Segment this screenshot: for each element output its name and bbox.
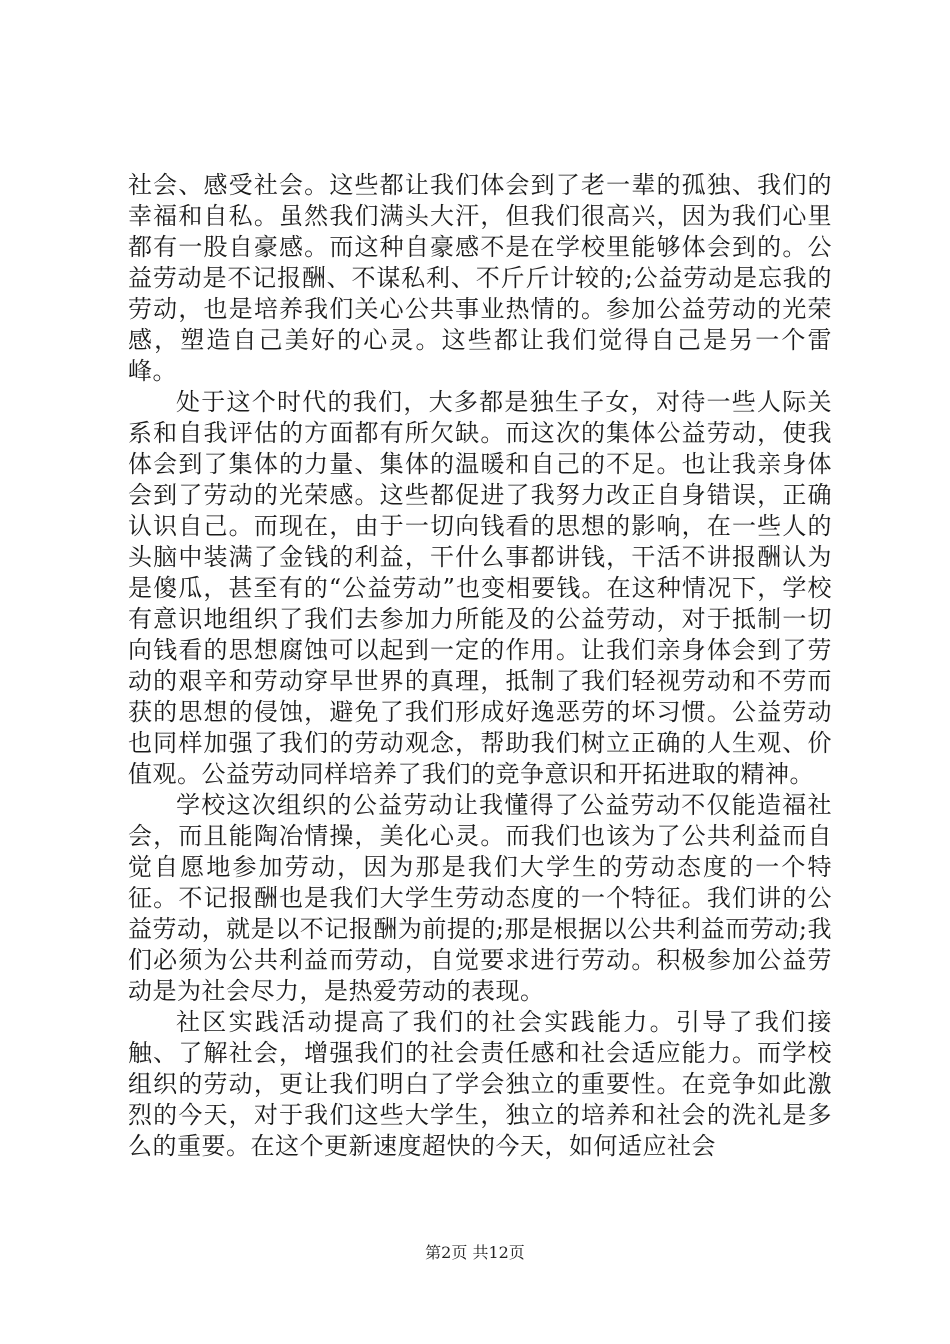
paragraph: 社区实践活动提高了我们的社会实践能力。引导了我们接触、了解社会，增强我们的社会责任感和社会适应能力。而学校组织的劳动，更让我们明白了学会独立的重要性。在竞争如此激烈的今天，对于我们这些大学生，独立的培养和社会的洗礼是多么的重要。在这个更新速度超快的今天，如何适应社会 xyxy=(128,1008,832,1160)
document-body xyxy=(128,170,832,1162)
paragraph: 学校这次组织的公益劳动让我懂得了公益劳动不仅能造福社会，而且能陶冶情操，美化心灵。而我们也该为了公共利益而自觉自愿地参加劳动，因为那是我们大学生的劳动态度的一个特征。不记报酬也是我们大学生劳动态度的一个特征。我们讲的公益劳动，就是以不记报酬为前提的;那是根据以公共利益而劳动;我们必须为公共利益而劳动，自觉要求进行劳动。积极参加公益劳动是为社会尽力，是热爱劳动的表现。 xyxy=(128,791,832,1005)
page-footer: 第2页 共12页 xyxy=(425,1243,525,1262)
paragraph-continued: 社会、感受社会。这些都让我们体会到了老一辈的孤独、我们的幸福和自私。虽然我们满头大汗，但我们很高兴，因为我们心里都有一股自豪感。而这种自豪感不是在学校里能够体会到的。公益劳动是不记报酬、不谋私利、不斤斤计较的;公益劳动是忘我的劳动，也是培养我们关心公共事业热情的。参加公益劳动的光荣感，塑造自己美好的心灵。这些都让我们觉得自己是另一个雷峰。 xyxy=(128,171,832,385)
paragraph: 处于这个时代的我们，大多都是独生子女，对待一些人际关系和自我评估的方面都有所欠缺。而这次的集体公益劳动，使我体会到了集体的力量、集体的温暖和自己的不足。也让我亲身体会到了劳动的光荣感。这些都促进了我努力改正自身错误，正确认识自己。而现在，由于一切向钱看的思想的影响，在一些人的头脑中装满了金钱的利益，干什么事都讲钱，干活不讲报酬认为是傻瓜，甚至有的“公益劳动”也变相要钱。在这种情况下，学校有意识地组织了我们去参加力所能及的公益劳动，对于抵制一切向钱看的思想腐蚀可以起到一定的作用。让我们亲身体会到了劳动的艰辛和劳动穿早世界的真理，抵制了我们轻视劳动和不劳而获的思想的侵蚀，避免了我们形成好逸恶劳的坏习惯。公益劳动也同样加强了我们的劳动观念，帮助我们树立正确的人生观、价值观。公益劳动同样培养了我们的竞争意识和开拓进取的精神。 xyxy=(128,388,832,788)
